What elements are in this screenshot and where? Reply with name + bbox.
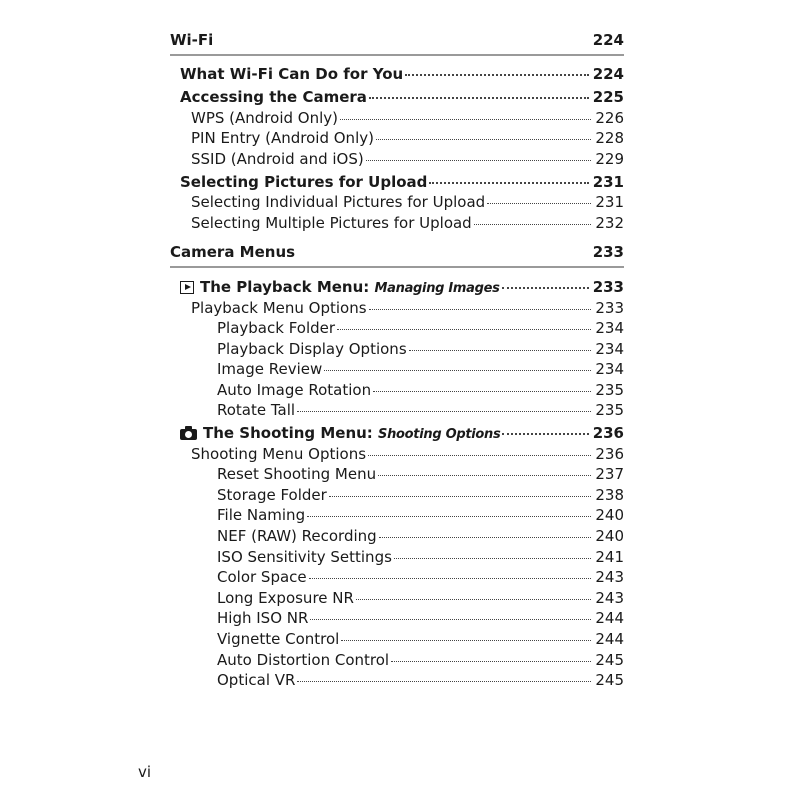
section-rule — [170, 54, 624, 56]
section-heading-wifi — [170, 28, 624, 52]
toc-entry-auto-distortion-control[interactable] — [217, 650, 624, 670]
entry-page: 231 — [595, 193, 624, 211]
toc-entry-shooting-menu[interactable] — [180, 423, 624, 443]
entry-label: WPS (Android Only) — [191, 109, 338, 127]
dot-leader — [324, 370, 591, 371]
dot-leader — [502, 287, 589, 289]
entry-label: Reset Shooting Menu — [217, 465, 377, 483]
dot-leader — [405, 74, 588, 76]
entry-page: 240 — [595, 527, 624, 545]
dot-leader — [487, 203, 591, 204]
section-title: Wi-Fi — [170, 31, 214, 49]
dot-leader — [341, 640, 591, 641]
toc-entry-individual-pictures[interactable] — [191, 192, 624, 212]
entry-page: 234 — [595, 340, 624, 358]
entry-subtitle: Managing Images — [374, 281, 500, 296]
entry-page: 232 — [595, 214, 624, 232]
dot-leader — [307, 516, 591, 517]
entry-page: 237 — [595, 465, 624, 483]
entry-page: 240 — [595, 506, 624, 524]
toc-entry-rotate-tall[interactable] — [217, 400, 624, 420]
toc-entry-playback-display-options[interactable] — [217, 339, 624, 359]
entry-page: 226 — [595, 109, 624, 127]
entry-label: Vignette Control — [217, 630, 340, 648]
entry-label: PIN Entry (Android Only) — [191, 129, 374, 147]
toc-entry-high-iso-nr[interactable] — [217, 608, 624, 628]
entry-page: 241 — [595, 548, 624, 566]
entry-label: Rotate Tall — [217, 401, 296, 419]
playback-icon — [180, 281, 194, 294]
dot-leader — [502, 433, 588, 435]
dot-leader — [394, 558, 591, 559]
entry-label: What Wi-Fi Can Do for You — [180, 65, 404, 83]
entry-label: Playback Folder — [217, 319, 336, 337]
entry-page: 233 — [592, 278, 624, 296]
entry-subtitle: Shooting Options — [378, 427, 501, 442]
entry-label: High ISO NR — [217, 609, 309, 627]
entry-label: Playback Menu Options — [191, 299, 367, 317]
dot-leader — [310, 619, 591, 620]
entry-label: Shooting Menu Options — [191, 445, 367, 463]
section-page: 224 — [592, 31, 624, 49]
entry-page: 243 — [595, 589, 624, 607]
dot-leader — [356, 599, 591, 600]
dot-leader — [369, 309, 592, 310]
dot-leader — [429, 182, 588, 184]
dot-leader — [309, 578, 592, 579]
entry-page: 234 — [595, 319, 624, 337]
entry-page: 233 — [595, 299, 624, 317]
toc-entry-image-review[interactable] — [217, 359, 624, 379]
section-heading-camera-menus — [170, 240, 624, 264]
entry-page: 243 — [595, 568, 624, 586]
toc-entry-what-wifi-can-do[interactable] — [180, 64, 624, 84]
section-page: 233 — [592, 243, 624, 261]
entry-page: 244 — [595, 630, 624, 648]
toc-entry-selecting-pictures[interactable] — [180, 172, 624, 192]
entry-page: 245 — [595, 651, 624, 669]
dot-leader — [369, 97, 589, 99]
entry-label: Storage Folder — [217, 486, 327, 504]
dot-leader — [391, 661, 591, 662]
toc-entry-pin-entry[interactable] — [191, 128, 624, 148]
entry-label: SSID (Android and iOS) — [191, 150, 364, 168]
dot-leader — [409, 350, 592, 351]
entry-page: 244 — [595, 609, 624, 627]
dot-leader — [378, 475, 591, 476]
entry-page: 225 — [592, 88, 624, 106]
entry-label: Long Exposure NR — [217, 589, 354, 607]
entry-label: Selecting Multiple Pictures for Upload — [191, 214, 472, 232]
camera-icon — [180, 426, 197, 440]
dot-leader — [329, 496, 592, 497]
entry-label: File Naming — [217, 506, 306, 524]
entry-label — [180, 277, 500, 299]
toc-entry-color-space[interactable] — [217, 567, 624, 587]
toc-entry-playback-folder[interactable] — [217, 318, 624, 338]
toc-entry-iso-sensitivity-settings[interactable] — [217, 547, 624, 567]
entry-page: 224 — [592, 65, 624, 83]
section-rule — [170, 266, 624, 268]
toc-entry-playback-menu[interactable] — [180, 277, 624, 297]
dot-leader — [373, 391, 591, 392]
toc-entry-playback-menu-options[interactable] — [191, 298, 624, 318]
toc-entry-file-naming[interactable] — [217, 505, 624, 525]
entry-label: ISO Sensitivity Settings — [217, 548, 392, 566]
entry-label: Image Review — [217, 360, 323, 378]
toc-entry-multiple-pictures[interactable] — [191, 213, 624, 233]
entry-label: Selecting Individual Pictures for Upload — [191, 193, 486, 211]
toc-entry-storage-folder[interactable] — [217, 485, 624, 505]
entry-page: 238 — [595, 486, 624, 504]
dot-leader — [297, 411, 591, 412]
dot-leader — [337, 329, 591, 330]
entry-label: Selecting Pictures for Upload — [180, 173, 428, 191]
section-title: Camera Menus — [170, 243, 296, 261]
dot-leader — [297, 681, 591, 682]
dot-leader — [379, 537, 592, 538]
entry-page: 245 — [595, 671, 624, 689]
entry-page: 228 — [595, 129, 624, 147]
toc-entry-shooting-menu-options[interactable] — [191, 444, 624, 464]
entry-label: Accessing the Camera — [180, 88, 367, 106]
toc-entry-optical-vr[interactable] — [217, 670, 624, 690]
toc-entry-ssid[interactable] — [191, 149, 624, 169]
dot-leader — [368, 455, 591, 456]
entry-page: 234 — [595, 360, 624, 378]
entry-label: NEF (RAW) Recording — [217, 527, 377, 545]
entry-label: Playback Display Options — [217, 340, 407, 358]
entry-label: Auto Distortion Control — [217, 651, 390, 669]
dot-leader — [376, 139, 591, 140]
entry-page: 235 — [595, 401, 624, 419]
entry-page: 236 — [592, 424, 624, 442]
dot-leader — [366, 160, 592, 161]
toc-entry-accessing-camera[interactable] — [180, 87, 624, 107]
entry-page: 229 — [595, 150, 624, 168]
entry-label: Color Space — [217, 568, 307, 586]
toc-entry-long-exposure-nr[interactable] — [217, 588, 624, 608]
entry-label: Optical VR — [217, 671, 296, 689]
entry-label: Auto Image Rotation — [217, 381, 372, 399]
dot-leader — [340, 119, 591, 120]
entry-label-text: The Shooting Menu: — [203, 424, 379, 442]
dot-leader — [474, 224, 592, 225]
entry-page: 235 — [595, 381, 624, 399]
toc-entry-vignette-control[interactable] — [217, 629, 624, 649]
page-number: vi — [138, 763, 152, 781]
toc-entry-wps[interactable] — [191, 108, 624, 128]
toc-entry-nef-raw-recording[interactable] — [217, 526, 624, 546]
entry-page: 236 — [595, 445, 624, 463]
entry-label-text: The Playback Menu: — [200, 278, 375, 296]
entry-page: 231 — [592, 173, 624, 191]
entry-label — [180, 423, 500, 445]
toc-entry-reset-shooting-menu[interactable] — [217, 464, 624, 484]
toc-entry-auto-image-rotation[interactable] — [217, 380, 624, 400]
